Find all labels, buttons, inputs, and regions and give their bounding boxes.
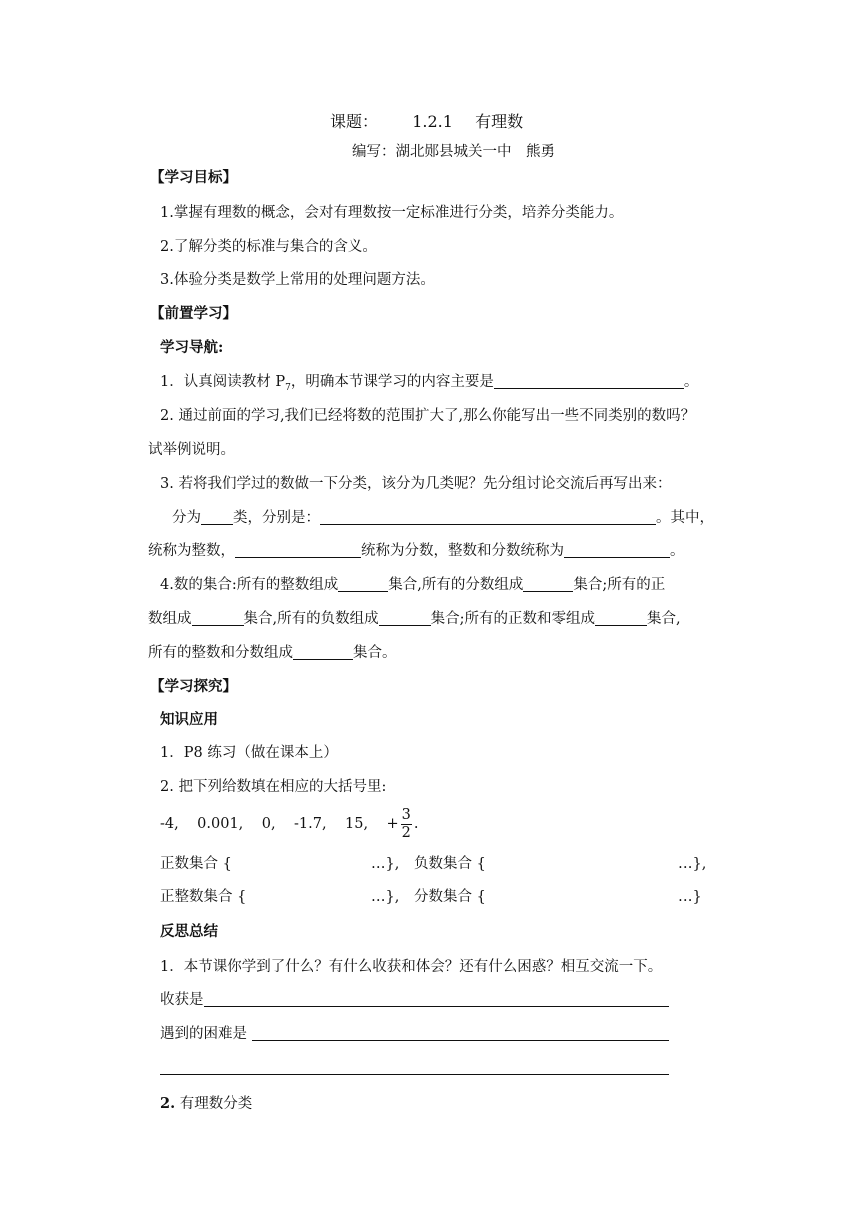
q3-text-f: 。 xyxy=(670,543,685,559)
q3-text-a: 分为 xyxy=(172,510,201,526)
q4-blank-positive[interactable] xyxy=(192,609,244,626)
preview-q2-line1: 2. 通过前面的学习,我们已经将数的范围扩大了,那么你能写出一些不同类别的数吗？ xyxy=(160,408,696,424)
positive-integer-set-label: 正整数集合 { xyxy=(160,889,247,905)
preview-q3-line2 xyxy=(172,508,714,528)
preview-q4-line3 xyxy=(148,643,397,663)
number-list-end: . xyxy=(413,816,419,832)
fraction-three-halves xyxy=(401,807,412,842)
q1-text-a: 1．认真阅读教材 P xyxy=(160,374,286,390)
q3-blank-count[interactable] xyxy=(201,508,233,525)
difficulty-label: 遇到的困难是 xyxy=(160,1026,247,1042)
positive-set-close: …}, xyxy=(371,856,400,872)
preview-q4-line1 xyxy=(160,575,665,595)
author-line: 编写：湖北郧县城关一中 熊勇 xyxy=(352,144,555,160)
section-heading-preview: 【前置学习】 xyxy=(150,305,237,322)
gain-label: 收获是 xyxy=(160,992,204,1008)
fraction-denominator: 2 xyxy=(401,824,411,841)
q4-text-d: 数组成 xyxy=(148,611,192,627)
q3-text-c: 。其中， xyxy=(656,510,714,526)
q3-blank-fraction-kinds[interactable] xyxy=(235,541,361,558)
title-prefix: 课题： xyxy=(330,112,379,131)
reflect-q1: 1．本节课你学到了什么？有什么收获和体会？还有什么困惑？相互交流一下。 xyxy=(160,959,663,975)
number-list-values: -4, 0.001, 0, -1.7, 15, + xyxy=(160,816,399,832)
difficulty-answer-line[interactable] xyxy=(252,1040,669,1041)
fraction-set-close: …} xyxy=(678,889,702,905)
q3-blank-categories[interactable] xyxy=(320,508,656,525)
q4-text-f: 集合;所有的正数和零组成 xyxy=(430,611,595,627)
explore-p2: 2. 把下列给数填在相应的大括号里: xyxy=(160,779,387,795)
goal-item-3: 3.体验分类是数学上常用的处理问题方法。 xyxy=(160,272,435,288)
reflect-q2 xyxy=(160,1094,252,1114)
extra-answer-line[interactable] xyxy=(160,1074,669,1075)
q1-blank[interactable] xyxy=(494,372,684,389)
q1-text-b: ，明确本节课学习的内容主要是 xyxy=(290,374,494,390)
number-list xyxy=(160,804,419,848)
q4-text-a: 4.数的集合:所有的整数组成 xyxy=(160,577,339,593)
apply-heading: 知识应用 xyxy=(160,711,218,728)
q4-blank-rational[interactable] xyxy=(293,643,353,660)
explore-p1: 1．P8 练习（做在课本上） xyxy=(160,745,338,761)
q1-end: 。 xyxy=(683,374,699,390)
positive-set-label: 正数集合 { xyxy=(160,856,232,872)
reflect-q2-number: 2. xyxy=(160,1095,176,1112)
q3-text-b: 类，分别是： xyxy=(233,510,320,526)
preview-q4-line2 xyxy=(148,609,681,629)
title-text: 有理数 xyxy=(475,112,524,131)
goal-item-2: 2.了解分类的标准与集合的含义。 xyxy=(160,239,377,255)
fraction-set-label: 分数集合 { xyxy=(414,889,486,905)
q4-text-h: 所有的整数和分数组成 xyxy=(148,645,293,661)
q3-text-e: 统称为分数，整数和分数统称为 xyxy=(361,543,564,559)
preview-q1 xyxy=(160,372,698,398)
page-title xyxy=(330,112,523,132)
q3-text-d: 统称为整数， xyxy=(148,543,235,559)
q4-text-e: 集合,所有的负数组成 xyxy=(243,611,379,627)
positive-integer-set-close: …}, xyxy=(371,889,400,905)
goal-item-1: 1.掌握有理数的概念，会对有理数按一定标准进行分类，培养分类能力。 xyxy=(160,205,624,221)
section-heading-explore: 【学习探究】 xyxy=(150,678,237,695)
q1-sub: 7 xyxy=(285,382,291,393)
negative-set-label: 负数集合 { xyxy=(414,856,486,872)
preview-q3-line3 xyxy=(148,541,685,561)
q4-text-c: 集合;所有的正 xyxy=(573,577,666,593)
q4-text-i: 集合。 xyxy=(353,645,397,661)
q4-blank-nonnegative[interactable] xyxy=(595,609,647,626)
q4-text-b: 集合,所有的分数组成 xyxy=(388,577,524,593)
q4-blank-integers[interactable] xyxy=(338,575,388,592)
q3-blank-rational[interactable] xyxy=(564,541,670,558)
preview-q3-line1: 3. 若将我们学过的数做一下分类，该分为几类呢？先分组讨论交流后再写出来： xyxy=(160,476,672,492)
q4-blank-negative[interactable] xyxy=(379,609,431,626)
gain-answer-line[interactable] xyxy=(204,1006,669,1007)
negative-set-close: …}, xyxy=(678,856,707,872)
preview-q2-line2: 试举例说明。 xyxy=(148,442,235,458)
fraction-numerator: 3 xyxy=(401,806,411,823)
q4-text-g: 集合, xyxy=(647,611,681,627)
nav-heading: 学习导航: xyxy=(160,339,224,356)
section-heading-goals: 【学习目标】 xyxy=(150,169,237,186)
title-number: 1.2.1 xyxy=(412,112,453,131)
reflect-heading: 反思总结 xyxy=(160,923,218,940)
reflect-q2-text: 有理数分类 xyxy=(179,1096,253,1112)
q4-blank-fractions[interactable] xyxy=(523,575,573,592)
